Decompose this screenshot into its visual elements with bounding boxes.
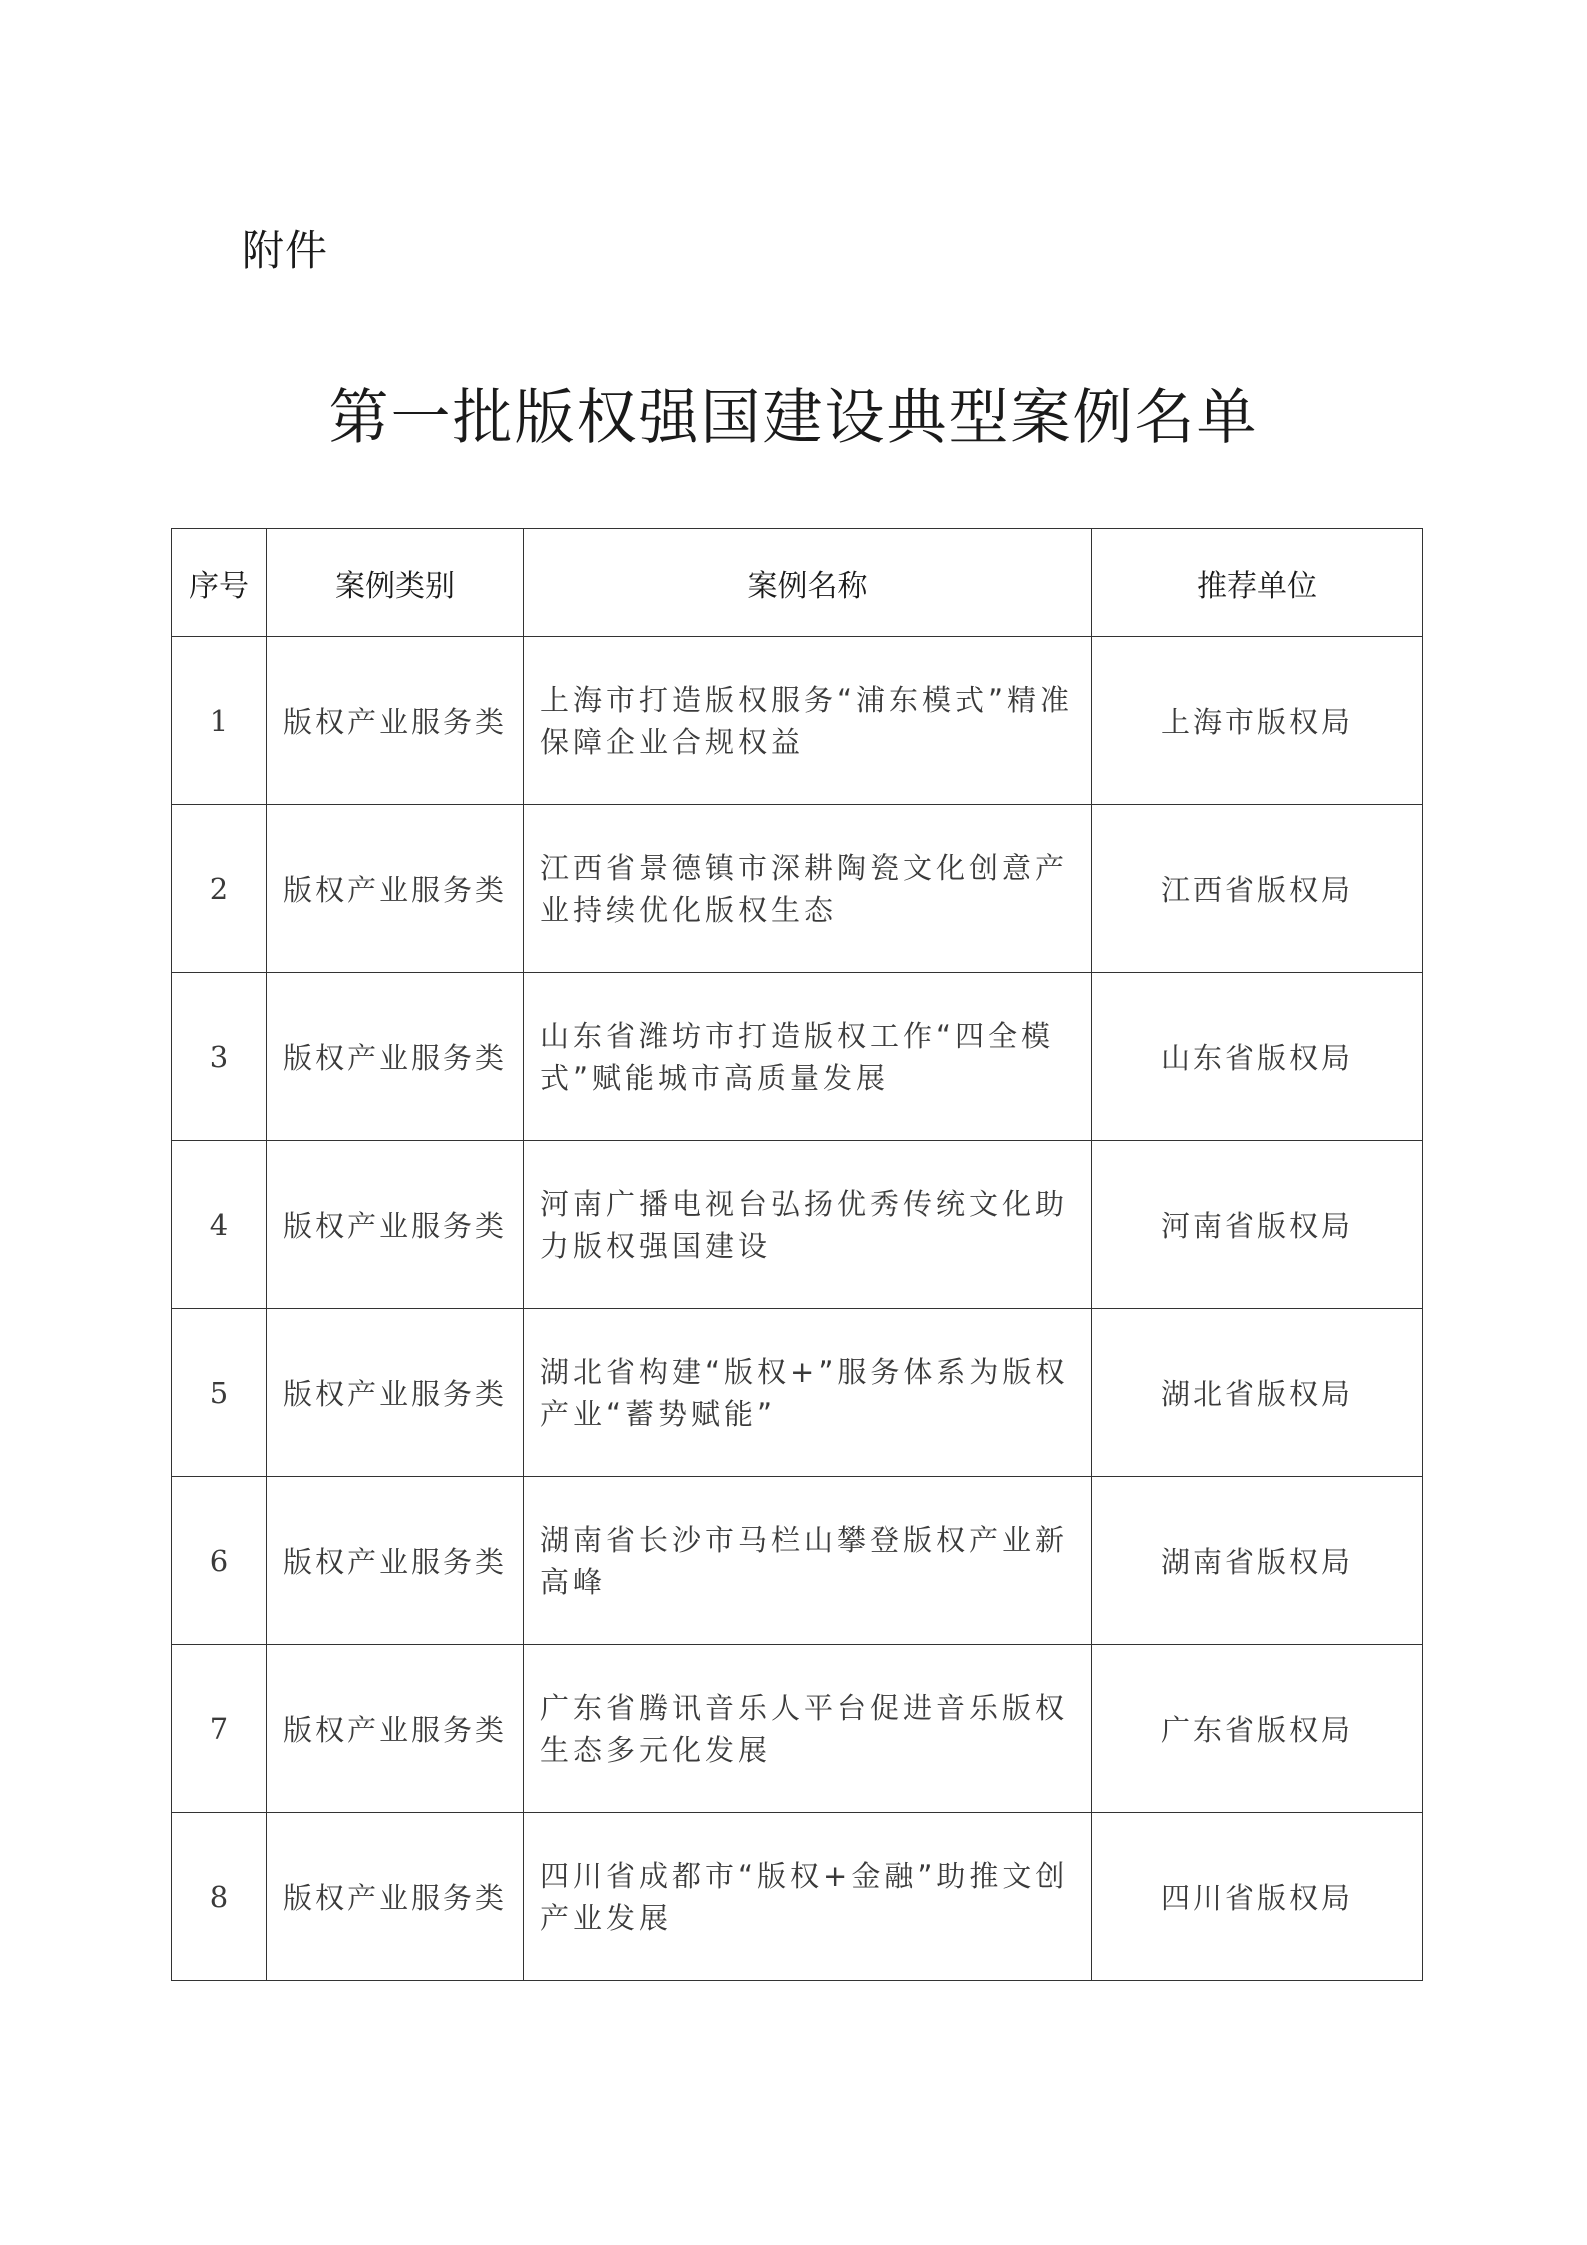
- header-no: 序号: [172, 529, 267, 637]
- document-title: 第一批版权强国建设典型案例名单: [328, 383, 1259, 453]
- table-row: [172, 1309, 1423, 1477]
- table-row: [172, 1477, 1423, 1645]
- case-category: 版权产业服务类: [267, 805, 524, 973]
- recommending-unit: 四川省版权局: [1092, 1813, 1423, 1981]
- table-row: [172, 805, 1423, 973]
- case-name: 上海市打造版权服务“浦东模式”精准保障企业合规权益: [524, 637, 1092, 805]
- row-number: 8: [172, 1813, 267, 1981]
- row-number: 7: [172, 1645, 267, 1813]
- case-category: 版权产业服务类: [267, 637, 524, 805]
- row-number: 1: [172, 637, 267, 805]
- attachment-label: 附件: [242, 226, 329, 275]
- case-name: 江西省景德镇市深耕陶瓷文化创意产业持续优化版权生态: [524, 805, 1092, 973]
- recommending-unit: 河南省版权局: [1092, 1141, 1423, 1309]
- case-name: 湖北省构建“版权+”服务体系为版权产业“蓄势赋能”: [524, 1309, 1092, 1477]
- row-number: 5: [172, 1309, 267, 1477]
- recommending-unit: 山东省版权局: [1092, 973, 1423, 1141]
- row-number: 4: [172, 1141, 267, 1309]
- table-row: [172, 1645, 1423, 1813]
- table-row: [172, 1141, 1423, 1309]
- table-row: [172, 1813, 1423, 1981]
- row-number: 3: [172, 973, 267, 1141]
- header-name: 案例名称: [524, 529, 1092, 637]
- case-name: 河南广播电视台弘扬优秀传统文化助力版权强国建设: [524, 1141, 1092, 1309]
- case-name: 湖南省长沙市马栏山攀登版权产业新高峰: [524, 1477, 1092, 1645]
- recommending-unit: 江西省版权局: [1092, 805, 1423, 973]
- header-unit: 推荐单位: [1092, 529, 1423, 637]
- table-header-row: [172, 529, 1423, 637]
- case-name: 广东省腾讯音乐人平台促进音乐版权生态多元化发展: [524, 1645, 1092, 1813]
- recommending-unit: 广东省版权局: [1092, 1645, 1423, 1813]
- row-number: 6: [172, 1477, 267, 1645]
- header-category: 案例类别: [267, 529, 524, 637]
- case-category: 版权产业服务类: [267, 1477, 524, 1645]
- recommending-unit: 上海市版权局: [1092, 637, 1423, 805]
- table-row: [172, 637, 1423, 805]
- case-category: 版权产业服务类: [267, 973, 524, 1141]
- recommending-unit: 湖北省版权局: [1092, 1309, 1423, 1477]
- case-category: 版权产业服务类: [267, 1141, 524, 1309]
- case-list-table: [171, 528, 1423, 1981]
- row-number: 2: [172, 805, 267, 973]
- recommending-unit: 湖南省版权局: [1092, 1477, 1423, 1645]
- case-category: 版权产业服务类: [267, 1645, 524, 1813]
- case-category: 版权产业服务类: [267, 1813, 524, 1981]
- table-row: [172, 973, 1423, 1141]
- case-category: 版权产业服务类: [267, 1309, 524, 1477]
- case-name: 山东省潍坊市打造版权工作“四全模式”赋能城市高质量发展: [524, 973, 1092, 1141]
- case-name: 四川省成都市“版权+金融”助推文创产业发展: [524, 1813, 1092, 1981]
